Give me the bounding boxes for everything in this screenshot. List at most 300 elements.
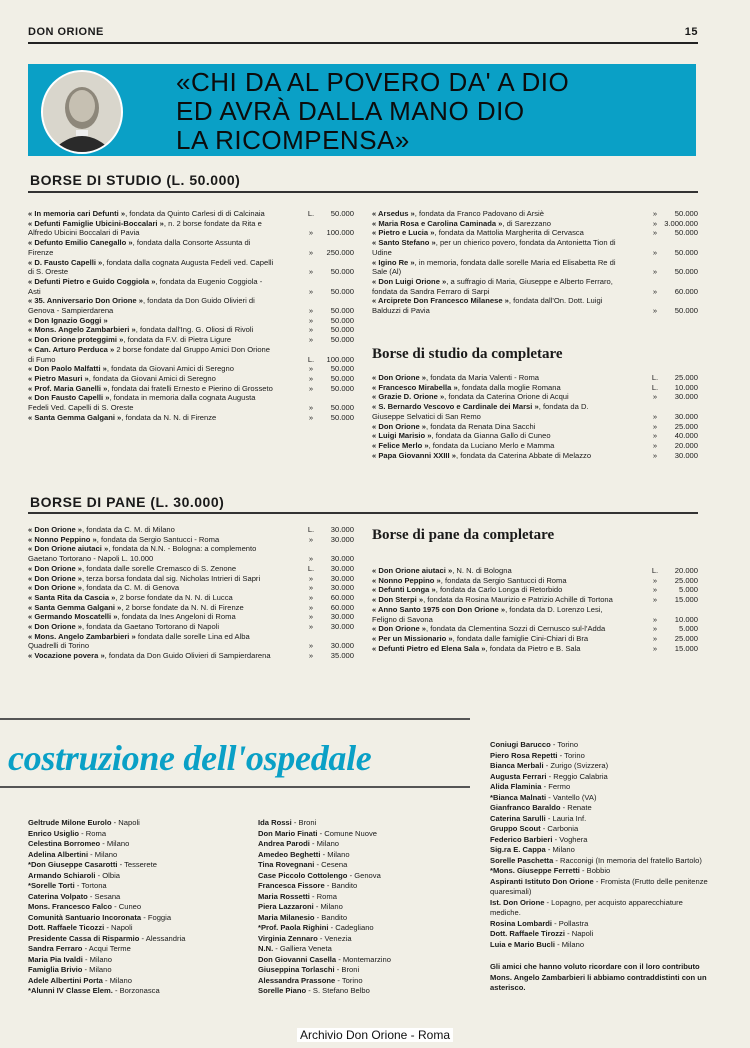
- fund-entry: [28, 374, 354, 384]
- fund-description: , fondata da Sergio Santucci di Roma: [440, 575, 567, 585]
- donor-name: Aspiranti Istituto Don Orione: [490, 876, 594, 886]
- fund-name: « Don Ignazio Goggi »: [28, 315, 108, 325]
- fund-name: « Can. Arturo Perduca »: [28, 344, 115, 354]
- fund-name: « Don Orione »: [28, 525, 83, 534]
- donor-place: - Venezia: [317, 933, 352, 943]
- donor-line: [258, 955, 473, 966]
- fund-description: , fondata da Quinto Carlesi di di Calcinaia: [125, 209, 265, 218]
- fund-description: , fondata dai fratelli Ernesto e Pierino di Grosseto: [107, 383, 273, 393]
- banner-line: «CHI DA AL POVERO DA' A DIO: [176, 67, 570, 97]
- donor-line: [490, 919, 708, 930]
- amount: 10.000: [674, 614, 698, 624]
- currency-mark: »: [308, 641, 314, 651]
- donor-place: - Milano: [102, 975, 132, 985]
- amount: 30.000: [330, 563, 354, 573]
- donor-line: [490, 835, 708, 846]
- currency-mark: »: [308, 228, 314, 238]
- donor-place: - Bobbio: [579, 866, 611, 875]
- currency-mark: »: [652, 286, 658, 296]
- fund-entry: [28, 316, 354, 326]
- fund-name: « Prof. Maria Ganelli »: [28, 383, 108, 393]
- fund-description: , di Sarezzano: [502, 218, 551, 228]
- fund-name: « Santa Gemma Galgani »: [28, 602, 122, 612]
- amount: 50.000: [330, 403, 354, 413]
- donor-name: Ist. Don Orione: [490, 897, 545, 907]
- fund-description: , fondata da N. N. di Firenze: [121, 412, 217, 422]
- amount: 60.000: [330, 592, 354, 602]
- fund-name: « Don Orione aiutaci »: [372, 566, 453, 575]
- fund-entry: [372, 373, 698, 383]
- donor-name: Mons. Francesco Falco: [28, 902, 112, 911]
- donor-place: - Tortona: [74, 881, 107, 890]
- fund-entry: [28, 209, 354, 219]
- donor-place: - Milano: [82, 965, 112, 974]
- donor-line: [490, 793, 708, 804]
- amount: 25.000: [674, 421, 698, 431]
- amount: 10.000: [674, 382, 698, 392]
- donor-place: - Fermo: [541, 782, 571, 791]
- fund-name: « Nonno Peppino »: [372, 575, 441, 585]
- fund-entry: [28, 393, 354, 412]
- fund-entry: [372, 566, 698, 576]
- fund-name: « Defunti Longa »: [372, 585, 436, 595]
- fund-description: , fondata da Giovani Amici di Seregno: [106, 364, 234, 374]
- fund-name: « Mons. Angelo Zambarbieri »: [28, 325, 136, 335]
- fund-entry: [28, 535, 354, 545]
- amount: 50.000: [674, 306, 698, 316]
- currency-mark: »: [308, 403, 314, 413]
- donor-place: - Alessandria: [139, 933, 186, 943]
- fund-name: « Don Orione »: [372, 373, 427, 382]
- donor-line: [28, 913, 243, 924]
- studio-completare-list: [372, 373, 698, 460]
- donor-line: [258, 934, 473, 945]
- fund-name: « Don Fausto Capelli »: [28, 393, 110, 403]
- donor-place: - Montemarzino: [336, 954, 391, 964]
- donor-line: [258, 881, 473, 892]
- currency-mark: »: [652, 440, 658, 450]
- amount: 50.000: [330, 267, 354, 277]
- currency-mark: »: [308, 373, 314, 383]
- amount: 30.000: [674, 392, 698, 402]
- fund-description: , fondata in memoria dalla cognata Augusta Fedeli Ved. Capelli di S. Oreste: [28, 393, 256, 413]
- currency-mark: L.: [651, 566, 659, 575]
- fund-name: « Arciprete Don Francesco Milanese »: [372, 296, 509, 306]
- amount: 3.000.000: [664, 218, 698, 228]
- amount: 100.000: [326, 228, 354, 238]
- amount: 30.000: [330, 622, 354, 632]
- fund-name: « Grazie D. Orione »: [372, 392, 445, 402]
- donor-name: Francesca Fissore: [258, 881, 325, 890]
- amount: 50.000: [674, 247, 698, 257]
- currency-mark: »: [308, 315, 314, 325]
- ospedale-heading: costruzione dell'ospedale: [8, 738, 372, 778]
- amount: 60.000: [674, 286, 698, 296]
- fund-description: , fondata da F.V. di Pietra Ligure: [123, 335, 232, 345]
- donor-line: [490, 866, 708, 877]
- donor-name: Virginia Zennaro: [258, 933, 318, 943]
- amount: 15.000: [674, 595, 698, 605]
- amount: 15.000: [674, 643, 698, 653]
- fund-entry: [28, 574, 354, 584]
- donor-place: - Cuneo: [111, 902, 142, 911]
- fund-description: 2 borse fondate dal Gruppo Amici Don Orione di Fumo: [28, 344, 270, 364]
- donor-place: - Bandito: [324, 881, 358, 890]
- currency-mark: »: [652, 267, 658, 277]
- donor-place: - Borzonasca: [112, 986, 160, 995]
- currency-mark: »: [308, 286, 314, 296]
- donor-place: - Genova: [347, 870, 381, 880]
- amount: 250.000: [326, 247, 354, 257]
- fund-entry: [372, 296, 698, 315]
- amount: 30.000: [330, 554, 354, 564]
- ospedale-rule-top: [0, 718, 470, 720]
- fund-entry: [28, 325, 354, 335]
- donor-place: - Tesserete: [117, 860, 157, 869]
- borse-studio-heading: BORSE DI STUDIO (L. 50.000): [30, 172, 241, 188]
- fund-description: , 2 borse fondate da N. N. di Lucca: [115, 592, 233, 602]
- donor-line: [28, 976, 243, 987]
- donor-line: [490, 898, 708, 919]
- fund-description: , fondata da Carlo Longa di Retorbido: [435, 585, 563, 595]
- amount: 30.000: [330, 641, 354, 651]
- fund-entry: [28, 612, 354, 622]
- asterisk-note: Gli amici che hanno voluto ricordare con il loro contributo Mons. Angelo Zambarbieri li abbiamo contraddistinti con un asterisco.: [490, 962, 707, 992]
- donor-place: - Voghera: [552, 834, 588, 844]
- donor-line: [258, 850, 473, 861]
- donor-line: [490, 845, 708, 856]
- currency-mark: »: [308, 651, 314, 661]
- donor-name: *Mons. Giuseppe Ferretti: [490, 866, 580, 875]
- donor-line: [490, 751, 708, 762]
- donor-line: [28, 944, 243, 955]
- donor-name: Augusta Ferrari: [490, 771, 547, 781]
- donors-column-1: [28, 818, 243, 997]
- donor-place: - Carbonia: [540, 824, 579, 833]
- donor-place: - Lopagno, per acquisto apparecchiature mediche.: [490, 897, 683, 917]
- fund-name: « Papa Giovanni XXIII »: [372, 450, 456, 460]
- currency-mark: »: [308, 247, 314, 257]
- fund-name: « Santo Stefano »: [372, 238, 436, 248]
- donor-place: - Fromista (Frutto delle penitenze quaresimali): [490, 876, 708, 896]
- currency-mark: »: [308, 306, 314, 316]
- donor-name: Presidente Cassa di Risparmio: [28, 933, 140, 943]
- donor-place: - Zurigo (Svizzera): [543, 761, 609, 770]
- donor-name: Giuseppina Torlaschi: [258, 965, 335, 974]
- donor-name: Alida Flaminia: [490, 782, 542, 791]
- donor-line: [490, 940, 708, 951]
- fund-name: « Santa Rita da Cascia »: [28, 592, 116, 602]
- amount: 50.000: [330, 412, 354, 422]
- currency-mark: L.: [307, 354, 315, 364]
- fund-name: « Don Luigi Orione »: [372, 276, 447, 286]
- fund-description: , fondata da Mattolia Margherita di Cervasca: [434, 228, 584, 238]
- donor-name: *Don Giuseppe Casarotti: [28, 860, 118, 869]
- section-rule: [28, 512, 698, 514]
- donor-name: N.N.: [258, 944, 274, 953]
- donor-name: Tina Rovegnani: [258, 860, 315, 869]
- donor-place: - Cadegliano: [328, 923, 374, 932]
- amount: 5.000: [678, 585, 698, 595]
- donor-line: [490, 824, 708, 835]
- fund-entry: [372, 624, 698, 634]
- fund-entry: [28, 583, 354, 593]
- donor-name: Maria Rossetti: [258, 891, 310, 901]
- donor-line: [28, 902, 243, 913]
- amount: 30.000: [330, 583, 354, 593]
- fund-description: , fondata da Gaetano Tortorano di Napoli: [82, 622, 220, 632]
- donor-name: Famiglia Brivio: [28, 965, 83, 974]
- fund-name: « Don Orione aiutaci »: [28, 544, 109, 554]
- fund-description: , n. 2 borse fondate da Rita e Alfredo Ubicini Boccalari di Pavia: [28, 218, 262, 238]
- currency-mark: »: [308, 534, 314, 544]
- fund-name: « Defunti Pietro e Guido Coggiola »: [28, 276, 156, 286]
- donor-place: - Milano: [554, 939, 585, 949]
- fund-name: « Anno Santo 1975 con Don Orione »: [372, 604, 506, 614]
- fund-description: , 2 borse fondate da N. N. di Firenze: [121, 602, 244, 612]
- banner-line: ED AVRÀ DALLA MANO DIO: [176, 96, 525, 126]
- donor-place: - Galliera Veneta: [273, 944, 332, 953]
- donors-column-2: [258, 818, 473, 997]
- fund-name: « 35. Anniversario Don Orione »: [28, 296, 143, 306]
- fund-description: , fondata dalla Consorte Assunta di Firenze: [28, 238, 251, 257]
- currency-mark: »: [308, 573, 314, 583]
- currency-mark: »: [652, 595, 658, 605]
- fund-name: « Pietro e Lucia »: [372, 228, 435, 238]
- fund-name: « Santa Gemma Galgani »: [28, 412, 122, 422]
- currency-mark: L.: [307, 209, 315, 218]
- currency-mark: »: [652, 575, 658, 585]
- donor-line: [28, 934, 243, 945]
- fund-name: « S. Bernardo Vescovo e Cardinale dei Marsi »: [372, 402, 539, 412]
- fund-description: , fondata da Ines Angeloni di Roma: [117, 612, 236, 622]
- amount: 100.000: [326, 354, 354, 364]
- currency-mark: »: [652, 633, 658, 643]
- donor-name: Dott. Raffaele Tirozzi: [490, 929, 565, 938]
- fund-description: , fondata da D. Giuseppe Selvatici di San Remo: [372, 402, 589, 421]
- donor-line: [490, 782, 708, 793]
- studio-completare-heading: Borse di studio da completare: [372, 346, 563, 362]
- fund-description: , per un chierico povero, fondata da Antonietta Tion di Udine: [372, 238, 616, 257]
- currency-mark: »: [308, 612, 314, 622]
- fund-description: fondata dalle sorelle Lina ed Alba Quadrelli di Torino: [28, 631, 250, 651]
- fund-name: « Luigi Marisio »: [372, 431, 432, 441]
- currency-mark: »: [308, 325, 314, 335]
- fund-entry: [372, 277, 698, 296]
- donor-place: - Broni: [291, 818, 317, 827]
- fund-entry: [28, 544, 354, 563]
- donor-name: Piera Lazzaroni: [258, 902, 314, 911]
- donor-place: - Napoli: [564, 929, 594, 938]
- fund-description: , fondata da Luciano Merlo e Mamma: [428, 440, 555, 450]
- amount: 50.000: [674, 209, 698, 218]
- donor-place: - Torino: [557, 750, 585, 760]
- donor-line: [490, 929, 708, 940]
- donor-line: [28, 881, 243, 892]
- fund-description: , fondata da Caterina Orione di Acqui: [444, 392, 569, 402]
- donor-place: - Bandito: [314, 912, 348, 922]
- donor-line: [490, 877, 708, 898]
- fund-name: « Don Paolo Malfatti »: [28, 364, 107, 374]
- fund-name: « Don Orione »: [28, 563, 83, 573]
- fund-description: , fondata dall'On. Dott. Luigi Balduzzi di Pavia: [372, 296, 603, 316]
- donor-line: [490, 856, 708, 867]
- donor-place: - Milano: [320, 849, 350, 859]
- fund-entry: [372, 258, 698, 277]
- fund-description: , fondata dalle famiglie Cini-Chiari di Bra: [452, 633, 589, 643]
- donor-place: - Acqui Terme: [82, 944, 131, 953]
- currency-mark: »: [652, 411, 658, 421]
- amount: 50.000: [330, 373, 354, 383]
- donor-name: Sandra Ferraro: [28, 944, 83, 953]
- pane-completare-heading: Borse di pane da completare: [372, 527, 555, 543]
- fund-name: « Maria Rosa e Carolina Caminada »: [372, 218, 503, 228]
- amount: 50.000: [330, 325, 354, 335]
- donor-line: [258, 829, 473, 840]
- amount: 50.000: [330, 315, 354, 325]
- donor-name: Adele Albertini Porta: [28, 975, 103, 985]
- currency-mark: »: [652, 247, 658, 257]
- donor-line: [490, 772, 708, 783]
- donor-line: [258, 976, 473, 987]
- donor-name: Armando Schiaroli: [28, 870, 96, 880]
- fund-description: , fondata da Don Guido Olivieri di Sampierdarena: [104, 651, 271, 661]
- donor-line: [28, 955, 243, 966]
- fund-name: « Igino Re »: [372, 257, 415, 267]
- donor-name: Dott. Raffaele Ticozzi: [28, 923, 105, 932]
- donor-line: [28, 829, 243, 840]
- donor-name: *Prof. Paola Righini: [258, 923, 329, 932]
- fund-name: « Defunto Emilio Canegallo »: [28, 238, 133, 248]
- fund-entry: [28, 622, 354, 632]
- fund-description: , fondata da Sergio Santucci - Roma: [96, 534, 220, 544]
- donor-line: [28, 923, 243, 934]
- donor-line: [28, 871, 243, 882]
- currency-mark: »: [652, 614, 658, 624]
- donor-name: Gruppo Scout: [490, 824, 541, 833]
- donor-name: Coniugi Barucco: [490, 740, 551, 749]
- donor-place: - Reggio Calabria: [546, 771, 608, 781]
- currency-mark: L.: [651, 373, 659, 382]
- fund-entry: [372, 228, 698, 238]
- donor-name: Adelina Albertini: [28, 849, 89, 859]
- fund-name: « Defunti Pietro ed Elena Sala »: [372, 643, 486, 653]
- donor-place: - Milano: [309, 839, 340, 848]
- donor-line: [258, 871, 473, 882]
- fund-entry: [372, 383, 698, 393]
- currency-mark: »: [652, 218, 658, 228]
- donor-line: [258, 986, 473, 997]
- donor-place: - Napoli: [104, 923, 133, 932]
- donor-place: - Racconigi (In memoria del fratello Bartolo): [553, 855, 702, 865]
- fund-entry: [28, 413, 354, 423]
- donor-name: Caterina Sarulli: [490, 813, 546, 823]
- fund-name: « Pietro Masuri »: [28, 373, 89, 383]
- donor-place: - Milano: [88, 849, 118, 859]
- amount: 60.000: [330, 602, 354, 612]
- fund-description: , fondata da D. Lorenzo Lesi, Feligno di Savona: [372, 604, 603, 624]
- fund-description: , fondata da Eugenio Coggiola - Asti: [28, 276, 263, 296]
- page-number: 15: [684, 26, 698, 38]
- borse-pane-heading: BORSE DI PANE (L. 30.000): [30, 494, 225, 510]
- donor-name: *Alunni IV Classe Elem.: [28, 986, 113, 995]
- donor-name: Comunità Santuario Incoronata: [28, 912, 142, 922]
- amount: 20.000: [674, 566, 698, 575]
- amount: 50.000: [330, 364, 354, 374]
- fund-entry: [372, 422, 698, 432]
- donor-place: - S. Stefano Belbo: [306, 986, 370, 995]
- fund-name: « Arsedus »: [372, 209, 415, 218]
- amount: 25.000: [674, 373, 698, 382]
- donor-name: Don Giovanni Casella: [258, 954, 337, 964]
- currency-mark: L.: [651, 382, 659, 392]
- currency-mark: »: [652, 209, 658, 218]
- donor-place: - Lauria Inf.: [545, 813, 587, 823]
- pane-completare-list: [372, 566, 698, 653]
- fund-entry: [372, 605, 698, 624]
- header-rule: [28, 42, 698, 44]
- fund-entry: [28, 277, 354, 296]
- section-rule: [28, 191, 698, 193]
- donor-line: [258, 923, 473, 934]
- fund-description: , fondata da Caterina Abbate di Melazzo: [455, 450, 592, 460]
- amount: 30.000: [674, 450, 698, 460]
- donor-place: - Renate: [560, 803, 592, 812]
- donor-name: Amedeo Beghetti: [258, 849, 321, 859]
- fund-entry: [372, 238, 698, 257]
- donor-line: [258, 860, 473, 871]
- fund-entry: [28, 258, 354, 277]
- fund-description: , fondata da Don Guido Olivieri di Genova - Sampierdarena: [28, 296, 255, 316]
- donor-name: Bianca Merbali: [490, 761, 544, 770]
- fund-description: , fondata da Gianna Gallo di Cuneo: [431, 431, 551, 441]
- fund-entry: [372, 585, 698, 595]
- fund-description: , fondata da Clementina Sozzi di Cernusco sul-l'Adda: [426, 624, 606, 634]
- fund-entry: [28, 593, 354, 603]
- amount: 50.000: [330, 286, 354, 296]
- fund-entry: [28, 296, 354, 315]
- donor-line: [28, 892, 243, 903]
- amount: 35.000: [330, 651, 354, 661]
- donor-place: - Broni: [334, 965, 360, 974]
- fund-description: , fondata da Franco Padovano di Arsiè: [414, 209, 544, 218]
- donor-place: - Roma: [79, 828, 107, 838]
- donor-name: Sorelle Piano: [258, 986, 307, 995]
- amount: 40.000: [674, 431, 698, 441]
- fund-name: « Don Orione proteggimi »: [28, 335, 124, 345]
- donor-name: Sorelle Paschetta: [490, 855, 554, 865]
- fund-description: , fondata dalle sorelle Cremasco di S. Zenone: [82, 563, 237, 573]
- amount: 50.000: [674, 228, 698, 238]
- currency-mark: »: [652, 306, 658, 316]
- fund-entry: [28, 238, 354, 257]
- fund-entry: [28, 603, 354, 613]
- donor-line: [258, 902, 473, 913]
- donor-name: Rosina Lombardi: [490, 918, 553, 928]
- donor-name: Geltrude Milone Eurolo: [28, 818, 112, 827]
- donor-name: Piero Rosa Repetti: [490, 750, 558, 760]
- borse-studio-list-left: [28, 209, 354, 422]
- amount: 50.000: [330, 306, 354, 316]
- donor-line: [258, 818, 473, 829]
- fund-description: , fondata da Maria Valenti - Roma: [426, 373, 539, 382]
- amount: 50.000: [330, 335, 354, 345]
- fund-description: , fondata dall'Ing. G. Oliosi di Rivoli: [135, 325, 254, 335]
- donor-name: Alessandra Prassone: [258, 975, 336, 985]
- footer-text: Archivio Don Orione - Roma: [297, 1028, 453, 1042]
- fund-entry: [28, 651, 354, 661]
- donor-name: Celestina Borromeo: [28, 839, 101, 848]
